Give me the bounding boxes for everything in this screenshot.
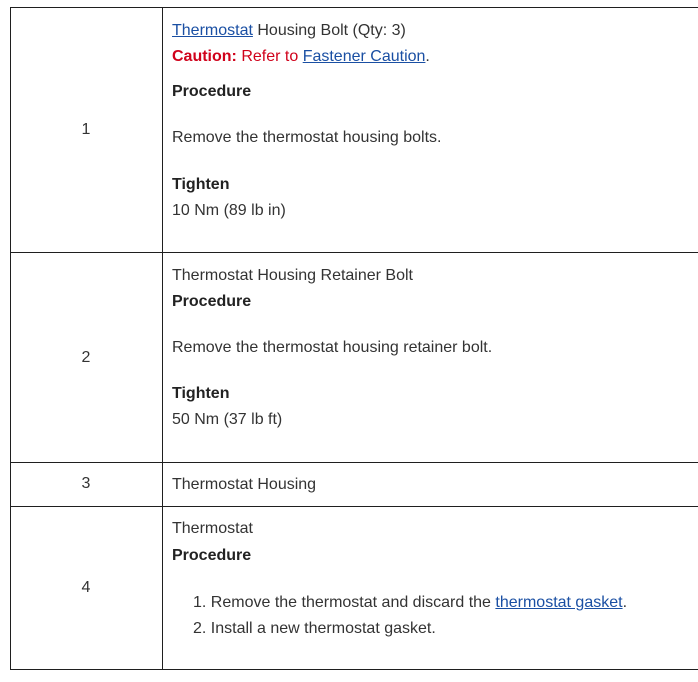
component-name [172,21,406,41]
component-link[interactable]: Thermostat [172,22,253,39]
list-item-text: Install a new thermostat gasket. [210,620,436,637]
step-number: 1 [81,121,91,138]
caution-label: Caution: [172,48,237,65]
row-divider [10,252,698,253]
list-item [193,593,627,613]
step-number: 3 [81,475,91,492]
list-item-end: . [622,594,628,611]
procedure-heading: Procedure [172,83,252,100]
caution-end: . [425,48,430,65]
tighten-heading: Tighten [172,176,230,193]
torque-spec: 10 Nm (89 lb in) [172,202,286,219]
procedure-heading: Procedure [172,547,252,564]
list-item-text: Remove the thermostat and discard the [210,594,496,611]
thermostat-gasket-link[interactable]: thermostat gasket [495,594,623,611]
list-item-number: 2. [193,620,207,637]
table-border-bottom [10,669,698,670]
torque-spec: 50 Nm (37 lb ft) [172,411,283,428]
procedure-heading: Procedure [172,293,252,310]
component-name: Thermostat Housing [172,476,317,493]
table-border-left [10,7,11,670]
row-divider [10,506,698,507]
step-number: 4 [81,579,91,596]
procedure-text: Remove the thermostat housing bolts. [172,129,442,146]
caution-note [172,47,430,67]
component-name: Thermostat [172,520,253,537]
list-item [193,619,436,639]
tighten-heading: Tighten [172,385,230,402]
list-item-number: 1. [193,594,207,611]
component-name: Thermostat Housing Retainer Bolt [172,267,413,284]
fastener-caution-link[interactable]: Fastener Caution [302,48,426,65]
component-name-rest: Housing Bolt (Qty: 3) [252,22,406,39]
procedure-text: Remove the thermostat housing retainer bolt. [172,339,493,356]
step-number: 2 [81,349,91,366]
column-divider [162,7,163,670]
row-divider [10,462,698,463]
table-border-top [10,7,698,8]
caution-text: Refer to [236,48,303,65]
